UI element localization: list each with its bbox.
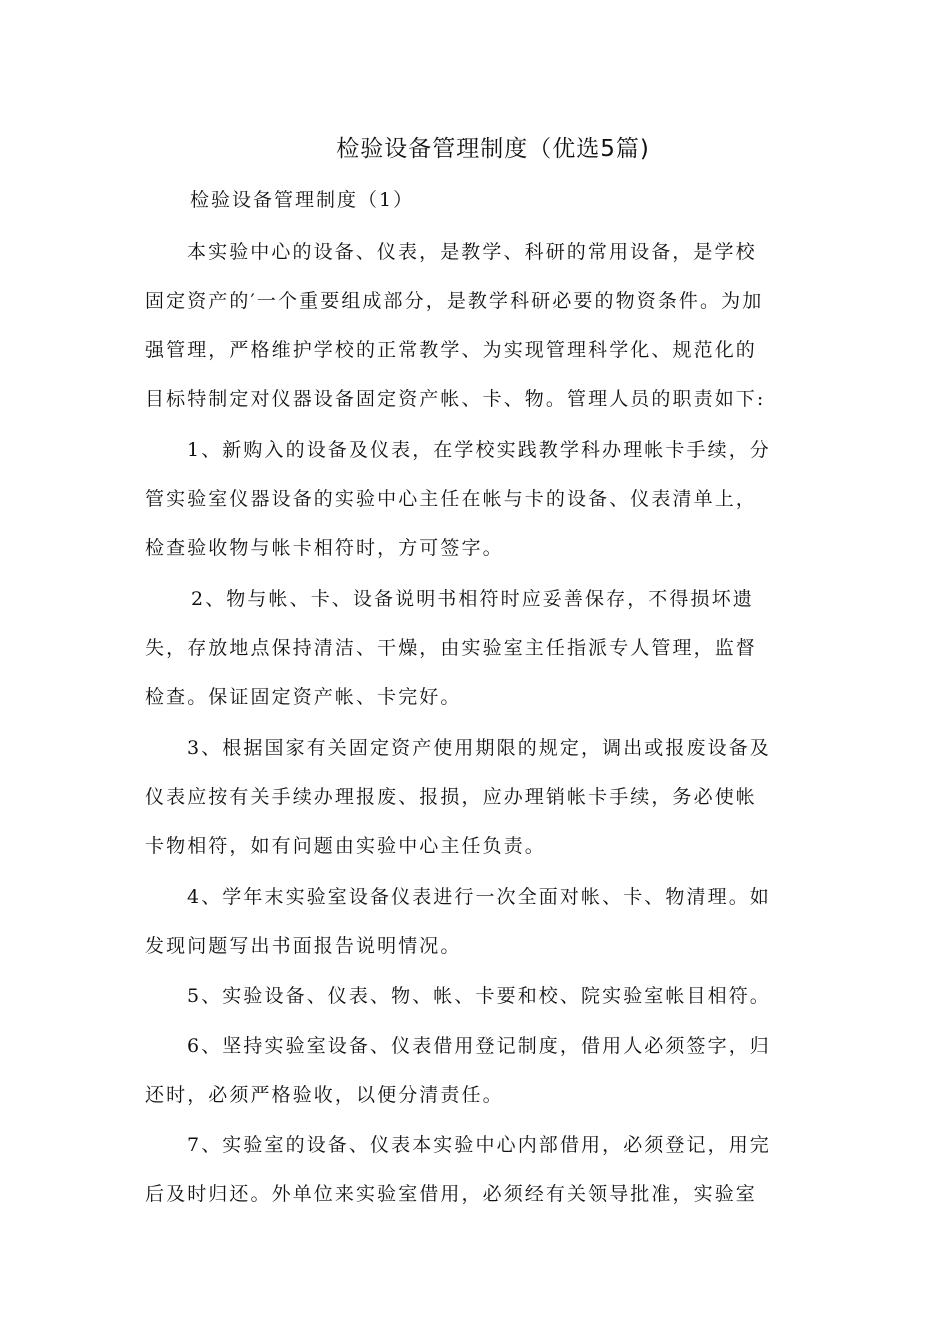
paragraph-line: 2、物与帐、卡、设备说明书相符时应妥善保存，不得损坏遗	[191, 588, 754, 610]
paragraph-line: 检查验收物与帐卡相符时，方可签字。	[145, 537, 504, 559]
document-title: 检验设备管理制度（优选5篇)	[336, 136, 650, 162]
paragraph-line: 7、实验室的设备、仪表本实验中心内部借用，必须登记，用完	[187, 1134, 771, 1156]
paragraph-line: 目标特制定对仪器设备固定资产帐、卡、物。管理人员的职责如下:	[145, 388, 766, 410]
paragraph-line: 发现问题写出书面报告说明情况。	[145, 935, 462, 957]
paragraph-line: 检查。保证固定资产帐、卡完好。	[145, 686, 462, 708]
paragraph-line: 3、根据国家有关固定资产使用期限的规定，调出或报废设备及	[187, 737, 771, 759]
paragraph-line: 本实验中心的设备、仪表，是教学、科研的常用设备，是学校	[187, 241, 757, 263]
paragraph-line: 6、坚持实验室设备、仪表借用登记制度，借用人必须签字，归	[187, 1035, 771, 1057]
paragraph-intro	[145, 228, 765, 424]
paragraph-line: 后及时归还。外单位来实验室借用，必须经有关领导批准，实验室	[145, 1183, 757, 1205]
paragraph-line: 管实验室仪器设备的实验中心主任在帐与卡的设备、仪表清单上，	[145, 488, 757, 510]
paragraph-item-5	[145, 972, 771, 1021]
paragraph-line: 失，存放地点保持清洁、干燥，由实验室主任指派专人管理，监督	[145, 637, 757, 659]
paragraph-item-3	[145, 724, 771, 871]
paragraph-item-2	[145, 575, 757, 722]
paragraph-item-1	[145, 426, 771, 573]
section-heading: 检验设备管理制度（1）	[190, 189, 415, 211]
paragraph-line: 4、学年末实验室设备仪表进行一次全面对帐、卡、物清理。如	[187, 886, 771, 908]
paragraph-item-7	[145, 1121, 771, 1219]
paragraph-item-4	[145, 873, 771, 971]
paragraph-line: 固定资产的′一个重要组成部分，是教学科研必要的物资条件。为加	[145, 290, 764, 312]
paragraph-line: 仪表应按有关手续办理报废、报损，应办理销帐卡手续，务必使帐	[145, 786, 757, 808]
paragraph-line: 强管理，严格维护学校的正常教学、为实现管理科学化、规范化的	[145, 339, 757, 361]
paragraph-item-6	[145, 1022, 771, 1120]
paragraph-line: 卡物相符，如有问题由实验中心主任负责。	[145, 835, 546, 857]
paragraph-line: 1、新购入的设备及仪表，在学校实践教学科办理帐卡手续，分	[187, 439, 771, 461]
paragraph-line: 还时，必须严格验收，以便分清责任。	[145, 1084, 504, 1106]
paragraph-line: 5、实验设备、仪表、物、帐、卡要和校、院实验室帐目相符。	[187, 985, 771, 1007]
